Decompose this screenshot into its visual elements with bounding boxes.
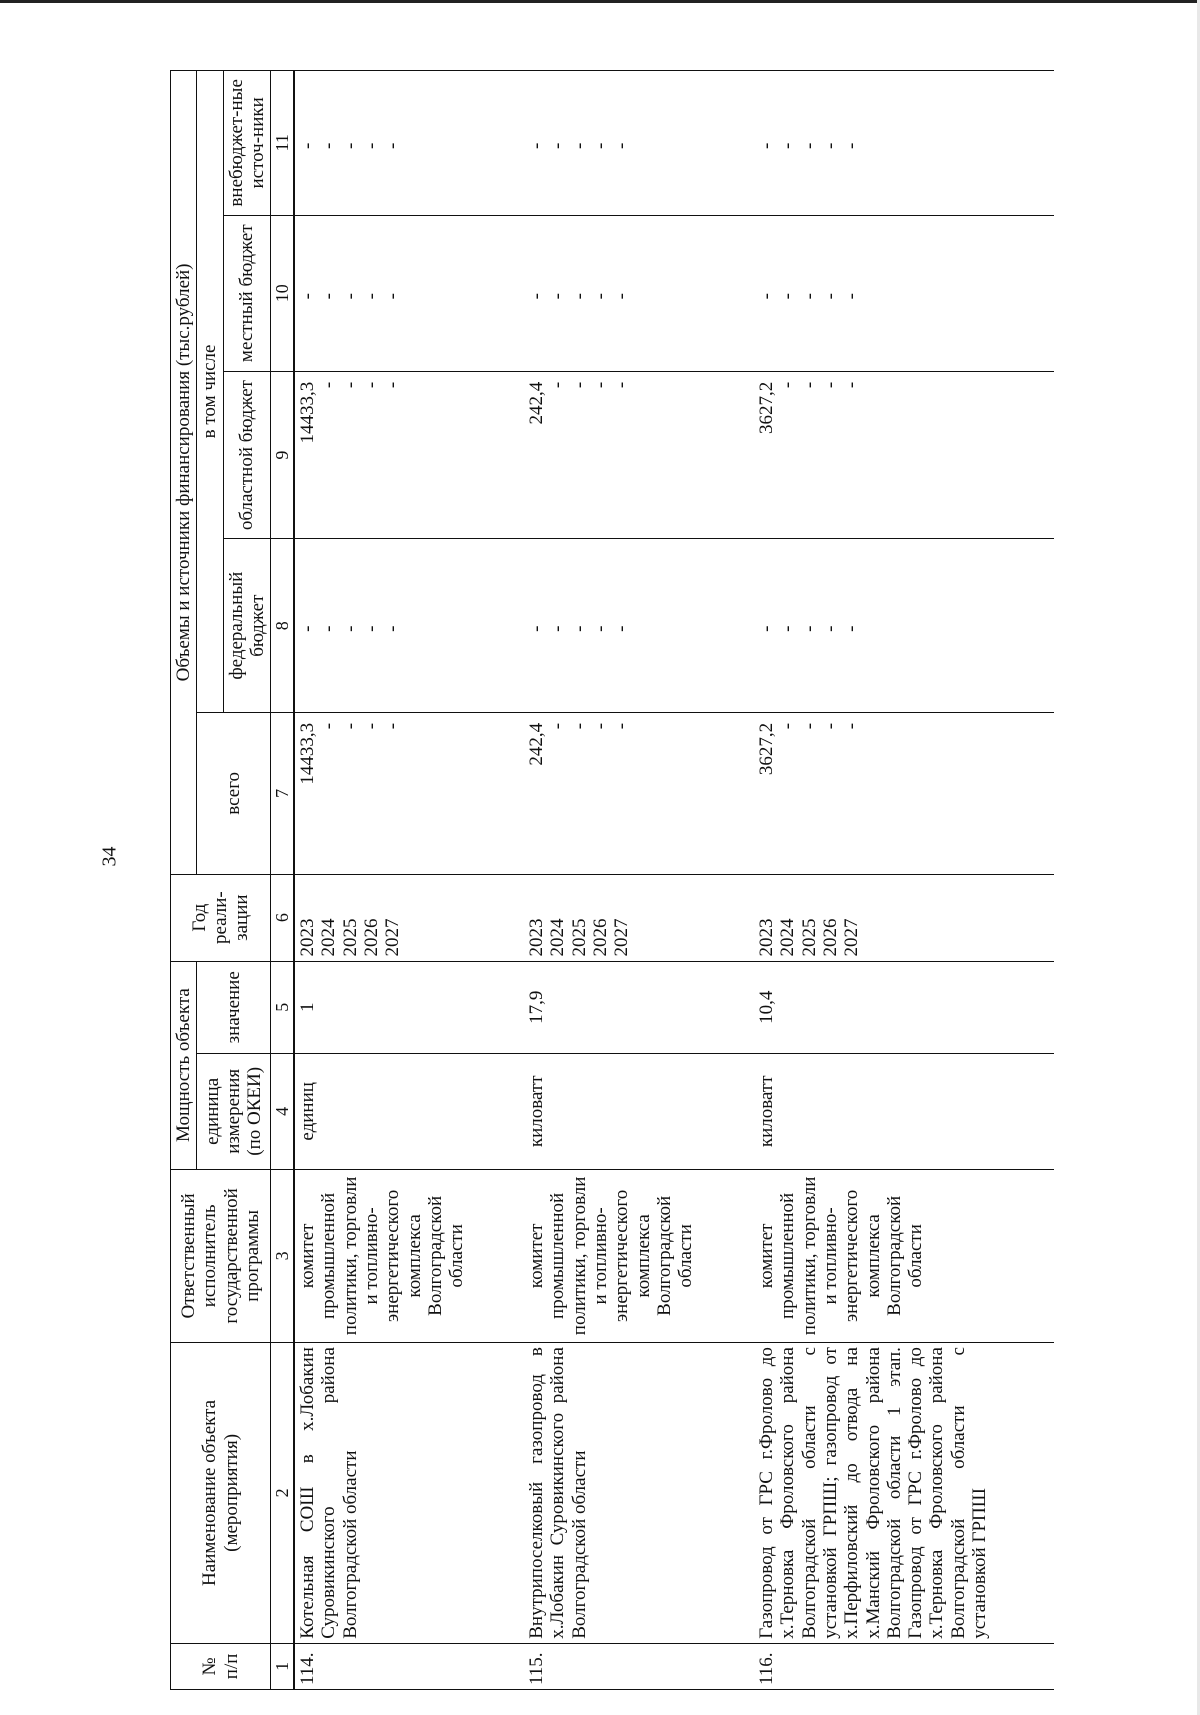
year-value: 2024 bbox=[547, 918, 569, 957]
year-value: 2026 bbox=[590, 918, 612, 957]
total-value: - bbox=[382, 722, 404, 730]
object-name: Внутрипоселковый газопровод в х.Лобакин Суровикинского района Волгоградской области bbox=[524, 1343, 754, 1644]
total-values bbox=[294, 712, 524, 874]
year-value: 2023 bbox=[297, 918, 319, 957]
extra-value: - bbox=[297, 142, 319, 149]
extra-value: - bbox=[318, 142, 340, 149]
extra-value: - bbox=[756, 142, 778, 149]
row-number: 114. bbox=[294, 1643, 524, 1689]
column-number: 5 bbox=[271, 961, 295, 1054]
column-number: 11 bbox=[271, 71, 295, 216]
scan-top-edge bbox=[0, 0, 1200, 3]
total-value: - bbox=[361, 722, 383, 730]
local-value: - bbox=[798, 293, 820, 300]
year-value: 2027 bbox=[841, 918, 863, 957]
extra-value: - bbox=[820, 142, 842, 149]
local-value: - bbox=[382, 293, 404, 300]
regional-value: - bbox=[820, 381, 842, 389]
local-value: - bbox=[756, 293, 778, 300]
total-value: - bbox=[611, 722, 633, 730]
extra-value: - bbox=[590, 142, 612, 149]
regional-values bbox=[294, 371, 524, 539]
header-local: местный бюджет bbox=[223, 215, 271, 371]
total-value: - bbox=[777, 722, 799, 730]
year-value: 2027 bbox=[611, 918, 633, 957]
total-value: - bbox=[820, 722, 842, 730]
federal-value: - bbox=[339, 625, 361, 632]
extra-value: - bbox=[611, 142, 633, 149]
total-values bbox=[754, 712, 1054, 874]
federal-values bbox=[524, 539, 754, 712]
header-value: значение bbox=[197, 961, 271, 1054]
capacity-unit: киловатт bbox=[524, 1054, 754, 1170]
total-value: - bbox=[590, 722, 612, 730]
financing-table bbox=[170, 70, 1054, 1690]
extra-values bbox=[524, 71, 754, 216]
regional-value: - bbox=[547, 381, 569, 389]
object-name: Котельная СОШ в х.Лобакин Суровикинского района Волгоградской области bbox=[294, 1343, 524, 1644]
total-value: - bbox=[841, 722, 863, 730]
local-value: - bbox=[547, 293, 569, 300]
column-number: 2 bbox=[271, 1343, 295, 1644]
extra-values bbox=[754, 71, 1054, 216]
local-value: - bbox=[590, 293, 612, 300]
extra-value: - bbox=[547, 142, 569, 149]
local-value: - bbox=[297, 293, 319, 300]
header-regional: областной бюджет bbox=[223, 371, 271, 539]
rotated-sheet bbox=[170, 70, 1190, 1690]
column-number: 9 bbox=[271, 371, 295, 539]
federal-value: - bbox=[611, 625, 633, 632]
header-name: Наименование объекта (мероприятия) bbox=[171, 1343, 271, 1644]
total-value: - bbox=[339, 722, 361, 730]
extra-value: - bbox=[339, 142, 361, 149]
local-value: - bbox=[611, 293, 633, 300]
capacity-unit: киловатт bbox=[754, 1054, 1054, 1170]
local-value: - bbox=[361, 293, 383, 300]
years-list bbox=[754, 874, 1054, 961]
total-value: 3627,2 bbox=[756, 722, 778, 776]
capacity-unit: единиц bbox=[294, 1054, 524, 1170]
total-value: 14433,3 bbox=[297, 722, 319, 785]
total-value: - bbox=[318, 722, 340, 730]
header-year: Год реали-зации bbox=[171, 874, 271, 961]
year-value: 2026 bbox=[820, 918, 842, 957]
header-extra: внебюджет-ные источ-ники bbox=[223, 71, 271, 216]
federal-values bbox=[754, 539, 1054, 712]
local-value: - bbox=[841, 293, 863, 300]
table-row bbox=[754, 71, 1054, 1690]
column-number: 8 bbox=[271, 539, 295, 712]
capacity-value: 1 bbox=[294, 961, 524, 1054]
years-list bbox=[524, 874, 754, 961]
column-number: 1 bbox=[271, 1643, 295, 1689]
regional-value: 3627,2 bbox=[756, 381, 778, 435]
row-number: 116. bbox=[754, 1643, 1054, 1689]
column-number: 7 bbox=[271, 712, 295, 874]
local-value: - bbox=[526, 293, 548, 300]
federal-value: - bbox=[526, 625, 548, 632]
federal-value: - bbox=[382, 625, 404, 632]
federal-values bbox=[294, 539, 524, 712]
header-num: № п/п bbox=[171, 1643, 271, 1689]
regional-value: 14433,3 bbox=[297, 381, 319, 444]
extra-value: - bbox=[798, 142, 820, 149]
year-value: 2025 bbox=[339, 918, 361, 957]
years-list bbox=[294, 874, 524, 961]
total-value: 242,4 bbox=[526, 722, 548, 766]
federal-value: - bbox=[361, 625, 383, 632]
responsible-executor: комитет промышленной политики, торговли и топливно-энергетического комплекса Волгоградской области bbox=[524, 1169, 754, 1342]
extra-value: - bbox=[382, 142, 404, 149]
local-value: - bbox=[820, 293, 842, 300]
header-unit: единица измерения (по ОКЕИ) bbox=[197, 1054, 271, 1170]
year-value: 2027 bbox=[382, 918, 404, 957]
regional-value: 242,4 bbox=[526, 381, 548, 425]
local-values bbox=[754, 215, 1054, 371]
object-name: Газопровод от ГРС г.Фролово до х.Терновка Фроловского района Волгоградской области с установкой ГРПШ; газопровод от х.Перфиловский до отвода на х.Манский Фроловского района Волгоградской области 1 этап. Газопровод от ГРС г.Фролово до х.Терновка Фроловского района Волгоградской области с установкой ГРПШ bbox=[754, 1343, 1054, 1644]
responsible-executor: комитет промышленной политики, торговли и топливно-энергетического комплекса Волгоградской области bbox=[754, 1169, 1054, 1342]
local-value: - bbox=[339, 293, 361, 300]
federal-value: - bbox=[547, 625, 569, 632]
federal-value: - bbox=[297, 625, 319, 632]
regional-value: - bbox=[361, 381, 383, 389]
regional-value: - bbox=[777, 381, 799, 389]
local-values bbox=[524, 215, 754, 371]
table-row bbox=[294, 71, 524, 1690]
federal-value: - bbox=[841, 625, 863, 632]
responsible-executor: комитет промышленной политики, торговли и топливно-энергетического комплекса Волгоградской области bbox=[294, 1169, 524, 1342]
header-including: в том числе bbox=[197, 71, 223, 713]
federal-value: - bbox=[777, 625, 799, 632]
year-value: 2026 bbox=[361, 918, 383, 957]
local-value: - bbox=[318, 293, 340, 300]
extra-value: - bbox=[568, 142, 590, 149]
federal-value: - bbox=[318, 625, 340, 632]
regional-value: - bbox=[382, 381, 404, 389]
header-capacity: Мощность объекта bbox=[171, 961, 197, 1169]
regional-values bbox=[524, 371, 754, 539]
regional-value: - bbox=[318, 381, 340, 389]
year-value: 2025 bbox=[568, 918, 590, 957]
extra-value: - bbox=[841, 142, 863, 149]
local-values bbox=[294, 215, 524, 371]
extra-value: - bbox=[361, 142, 383, 149]
extra-value: - bbox=[777, 142, 799, 149]
regional-value: - bbox=[841, 381, 863, 389]
capacity-value: 10,4 bbox=[754, 961, 1054, 1054]
row-number: 115. bbox=[524, 1643, 754, 1689]
regional-value: - bbox=[590, 381, 612, 389]
federal-value: - bbox=[590, 625, 612, 632]
regional-value: - bbox=[798, 381, 820, 389]
column-number: 4 bbox=[271, 1054, 295, 1170]
total-values bbox=[524, 712, 754, 874]
year-value: 2024 bbox=[318, 918, 340, 957]
column-number: 6 bbox=[271, 874, 295, 961]
year-value: 2025 bbox=[798, 918, 820, 957]
year-value: 2024 bbox=[777, 918, 799, 957]
header-responsible: Ответственный исполнитель государственной программы bbox=[171, 1169, 271, 1342]
header-federal: федеральный бюджет bbox=[223, 539, 271, 712]
column-number: 3 bbox=[271, 1169, 295, 1342]
regional-value: - bbox=[611, 381, 633, 389]
federal-value: - bbox=[820, 625, 842, 632]
year-value: 2023 bbox=[756, 918, 778, 957]
regional-values bbox=[754, 371, 1054, 539]
federal-value: - bbox=[756, 625, 778, 632]
year-value: 2023 bbox=[526, 918, 548, 957]
extra-values bbox=[294, 71, 524, 216]
table-row bbox=[524, 71, 754, 1690]
total-value: - bbox=[568, 722, 590, 730]
federal-value: - bbox=[568, 625, 590, 632]
header-total: всего bbox=[197, 712, 271, 874]
total-value: - bbox=[547, 722, 569, 730]
extra-value: - bbox=[526, 142, 548, 149]
federal-value: - bbox=[798, 625, 820, 632]
total-value: - bbox=[798, 722, 820, 730]
page-number: 34 bbox=[98, 846, 121, 867]
regional-value: - bbox=[568, 381, 590, 389]
local-value: - bbox=[568, 293, 590, 300]
local-value: - bbox=[777, 293, 799, 300]
capacity-value: 17,9 bbox=[524, 961, 754, 1054]
header-finance: Объемы и источники финансирования (тыс.рублей) bbox=[171, 71, 197, 875]
column-number: 10 bbox=[271, 215, 295, 371]
regional-value: - bbox=[339, 381, 361, 389]
